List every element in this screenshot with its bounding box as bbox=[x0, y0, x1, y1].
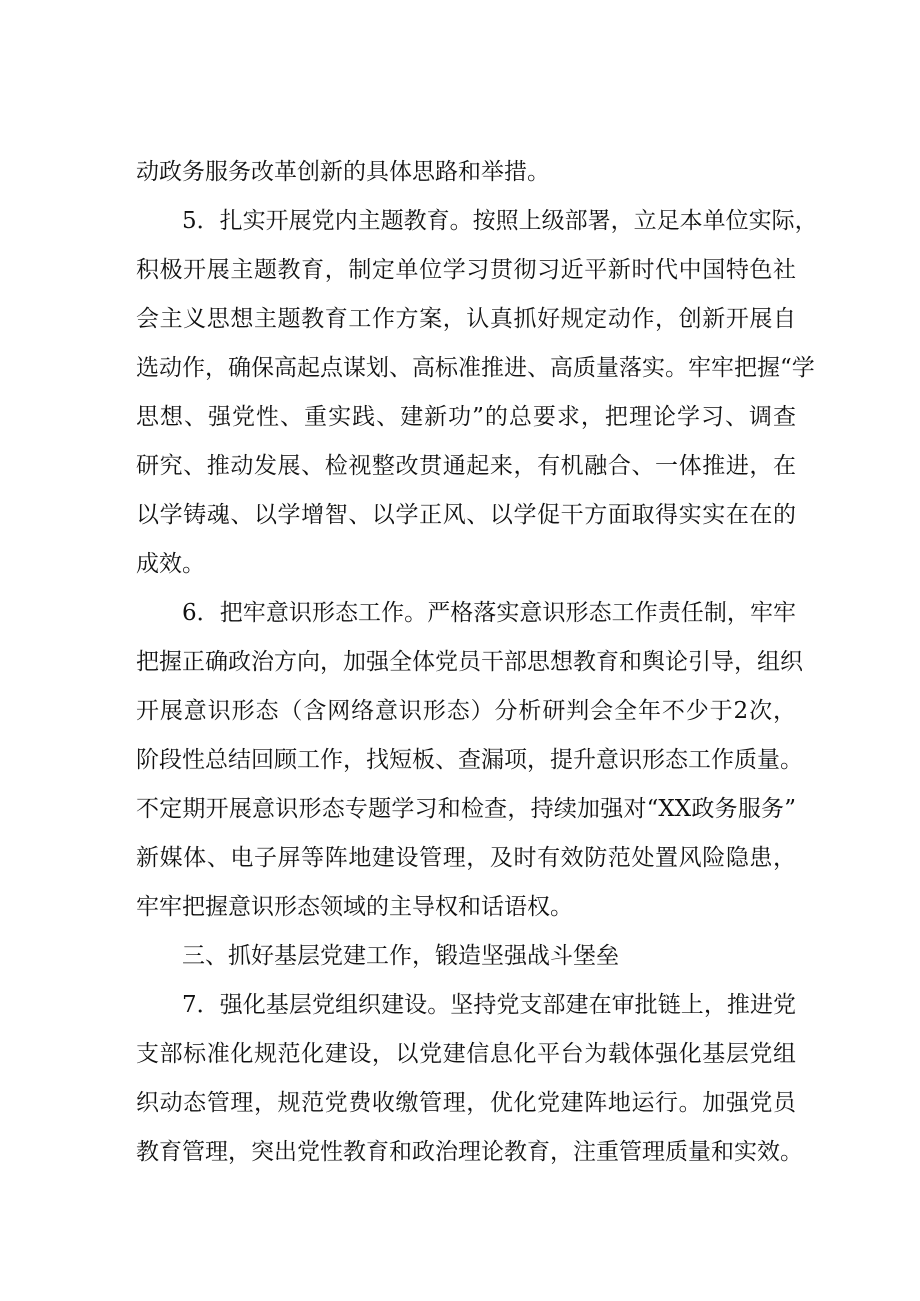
item-5-line: 积极开展主题教育，制定单位学习贯彻习近平新时代中国特色社 bbox=[136, 257, 796, 283]
paragraph-4-line-end: 动政务服务改革创新的具体思路和举措。 bbox=[136, 159, 550, 185]
item-7-heading-line: 7．强化基层党组织建设。坚持党支部建在审批链上，推进党 bbox=[182, 992, 796, 1018]
item-6-line: 不定期开展意识形态专题学习和检查，持续加强对“XX政务服务” bbox=[136, 796, 796, 822]
item-6-line: 把握正确政治方向，加强全体党员干部思想教育和舆论引导，组织 bbox=[136, 649, 803, 675]
item-7-line: 教育管理，突出党性教育和政治理论教育，注重管理质量和实效。 bbox=[136, 1139, 803, 1165]
item-5-line: 会主义思想主题教育工作方案，认真抓好规定动作，创新开展自 bbox=[136, 306, 796, 332]
item-6-line: 阶段性总结回顾工作，找短板、查漏项，提升意识形态工作质量。 bbox=[136, 747, 803, 773]
item-6-line: 开展意识形态（含网络意识形态）分析研判会全年不少于2次， bbox=[136, 698, 796, 724]
item-5-line: 以学铸魂、以学增智、以学正风、以学促干方面取得实实在在的 bbox=[136, 502, 796, 528]
item-6-line-end: 牢牢把握意识形态领域的主导权和话语权。 bbox=[136, 894, 573, 920]
item-6-heading-line: 6．把牢意识形态工作。严格落实意识形态工作责任制，牢牢 bbox=[182, 600, 796, 626]
item-6-line: 新媒体、电子屏等阵地建设管理，及时有效防范处置风险隐患， bbox=[136, 845, 796, 871]
item-7-line: 织动态管理，规范党费收缴管理，优化党建阵地运行。加强党员 bbox=[136, 1090, 796, 1116]
item-5-line: 研究、推动发展、检视整改贯通起来，有机融合、一体推进，在 bbox=[136, 453, 796, 479]
item-5-heading-line: 5．扎实开展党内主题教育。按照上级部署，立足本单位实际， bbox=[182, 208, 818, 234]
section-3-heading: 三、抓好基层党建工作，锻造坚强战斗堡垒 bbox=[182, 943, 619, 969]
item-5-line: 思想、强党性、重实践、建新功”的总要求，把理论学习、调查 bbox=[136, 404, 796, 430]
document-body bbox=[136, 148, 818, 1177]
item-5-line: 选动作，确保高起点谋划、高标准推进、高质量落实。牢牢把握“学 bbox=[136, 355, 815, 381]
item-5-line-end: 成效。 bbox=[136, 551, 205, 577]
item-7-line: 支部标准化规范化建设，以党建信息化平台为载体强化基层党组 bbox=[136, 1041, 796, 1067]
